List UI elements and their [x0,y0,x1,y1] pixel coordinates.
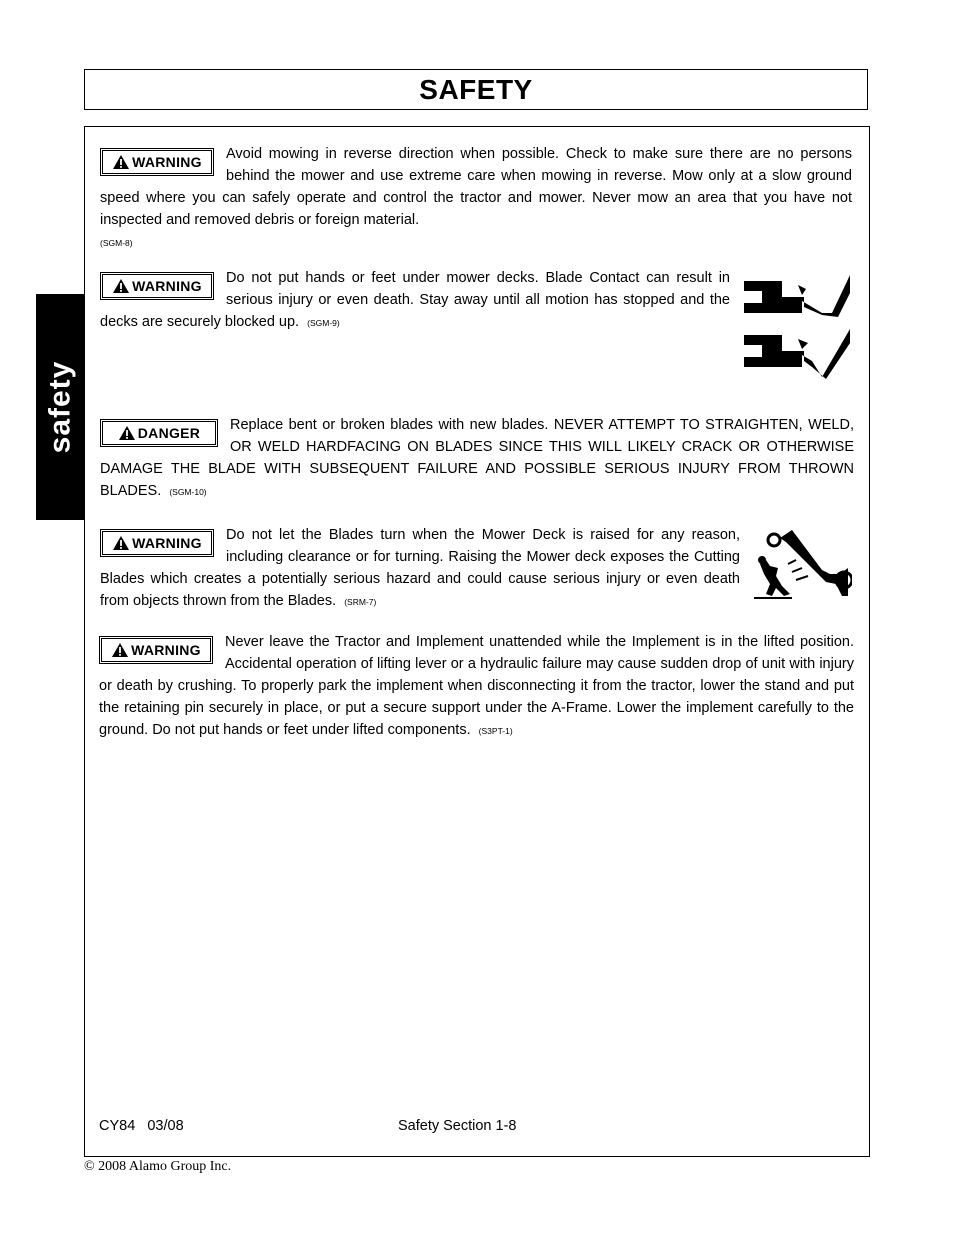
warning-badge [100,529,214,557]
message-text: Do not put hands or feet under mower decks. Blade Contact can result in serious injury or even death. Stay away until all motion has stopped and the decks are securely blocked up. [100,270,730,330]
side-tab [36,294,84,520]
safety-message-3 [100,414,854,503]
warning-badge [100,272,214,300]
side-tab-label: safety [43,360,76,454]
message-code: (SGM-10) [169,487,207,497]
badge-label: DANGER [137,425,201,441]
footer-model-date: CY84 03/08 [99,1118,184,1134]
warning-triangle-icon [112,278,130,294]
safety-message-5 [99,631,854,742]
safety-message-4 [100,524,852,613]
warning-triangle-icon [112,154,130,170]
warning-triangle-icon [118,425,136,441]
badge-label: WARNING [131,642,201,658]
danger-badge [100,419,218,447]
copyright: © 2008 Alamo Group Inc. [84,1159,232,1174]
page-title: SAFETY [419,73,533,105]
safety-message-2 [100,267,852,379]
hand-foot-blade-icon [742,267,852,379]
message-code: (S3PT-1) [478,726,513,736]
badge-label: WARNING [132,535,202,551]
header-box [84,69,868,110]
warning-badge [100,148,214,176]
warning-triangle-icon [111,642,129,658]
message-code: (SGM-9) [307,318,340,328]
safety-message-1 [100,143,852,254]
footer-section: Safety Section 1-8 [398,1118,517,1134]
thrown-objects-icon [752,524,852,600]
message-text: Avoid mowing in reverse direction when possible. Check to make sure there are no persons behind the mower and use extreme care when mowing in reverse. Mow only at a slow ground speed where you can safely operate and control the tractor and mower. Never mow an area that you have not inspected and removed debris or foreign material. [100,146,852,228]
warning-badge [99,636,213,664]
message-code: (SRM-7) [344,597,377,607]
badge-label: WARNING [132,278,202,294]
message-text: Replace bent or broken blades with new blades. NEVER ATTEMPT TO STRAIGHTEN, WELD, OR WELD HARDFACING ON BLADES SINCE THIS WILL LIKELY CRACK OR OTHERWISE DAMAGE THE BLADE WITH SUBSEQUENT FAILURE AND POSSIBLE SERIOUS INJURY FROM THROWN BLADES. [100,417,854,499]
message-text: Never leave the Tractor and Implement unattended while the Implement is in the lifted position. Accidental operation of lifting lever or a hydraulic failure may cause sudden drop of unit with injury or death by crushing. To properly park the implement when disconnecting it from the tractor, lower the stand and put the retaining pin securely in place, or put a secure support under the A-Frame. Lower the implement carefully to the ground. Do not put hands or feet under lifted components. [99,634,854,738]
message-text: Do not let the Blades turn when the Mower Deck is raised for any reason, including clearance or for turning. Raising the Mower deck exposes the Cutting Blades which creates a potentially serious hazard and could cause serious injury or even death from objects thrown from the Blades. [100,527,740,609]
message-code: (SGM-8) [100,238,133,248]
warning-triangle-icon [112,535,130,551]
badge-label: WARNING [132,154,202,170]
